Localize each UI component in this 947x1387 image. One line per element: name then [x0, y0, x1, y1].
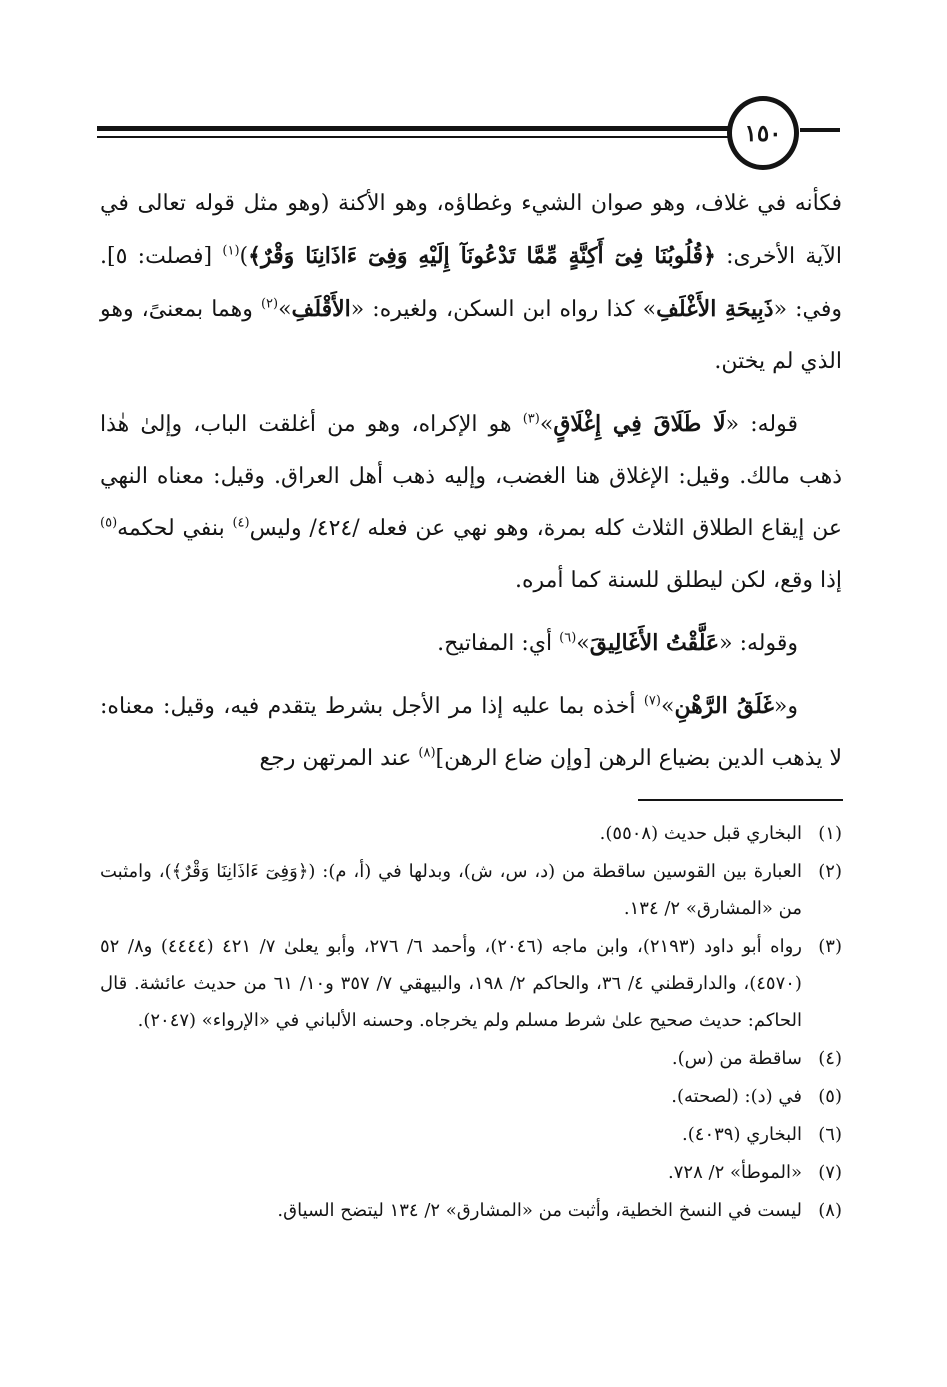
- text-run: وهما بمعنىً، وهو الذي لم يختن.: [100, 297, 842, 374]
- footnote-number: (٤): [818, 1048, 842, 1069]
- text-run: »: [278, 297, 292, 322]
- headword: الأَقْلَفِ: [291, 296, 351, 322]
- text-run: [فصلت: ٥]. وفي: «: [100, 244, 843, 322]
- headword: غَلَقُ الرَّهْنِ: [674, 693, 774, 719]
- header-rule-thin: [97, 136, 729, 138]
- footnote-ref: (٤): [232, 515, 250, 531]
- footnote-item: [100, 853, 842, 927]
- footnote-ref: (٥): [100, 515, 118, 531]
- footnote-ref: (٧): [643, 693, 661, 709]
- footnote-ref: (٦): [559, 630, 577, 646]
- footnote-text: رواه أبو داود (٢١٩٣)، وابن ماجه (٢٠٤٦)، وأحمد ٦/ ٢٧٦، وأبو يعلىٰ ٧/ ٤٢١ (٤٤٤٤) و٨/ ٥٢ (٤٥٧٠)، والدارقطني ٤/ ٣٦، والحاكم ٢/ ١٩٨، والبيهقي ٧/ ٣٥٧ و١٠/ ٦١ من حديث عائشة. قال الحاكم: حديث صحيح علىٰ شرط مسلم ولم يخرجاه. وحسنه الألباني في «الإرواء» (٢٠٤٧).: [100, 936, 802, 1031]
- footnote-ref: (٢): [260, 296, 279, 312]
- footnote-item: [100, 1078, 842, 1115]
- footnotes: [100, 815, 842, 1230]
- text-run: هو الإكراه، وهو من أغلقت الباب، وإلىٰ هٰذا ذهب مالك. وقيل: الإغلاق هنا الغضب، وإليه ذهب أهل العراق. وقيل: معناه النهي عن إيقاع الطلاق الثلاث كله بمرة، وهو نهي عن فعله /٤٢٤/ وليس: [100, 412, 843, 541]
- text-run: ): [239, 244, 249, 269]
- footnote-number: (٥): [818, 1086, 842, 1107]
- text-run: »: [660, 694, 675, 719]
- page-number: ١٥٠: [727, 96, 799, 170]
- headword: عَلَّقْتُ الأَغَالِيقَ: [589, 630, 720, 656]
- page-header: [0, 92, 947, 172]
- footnote-text: ساقطة من (س).: [671, 1048, 802, 1069]
- footnote-item: [100, 1192, 842, 1229]
- quran-quote: ﴿قُلُوبُنَا فِىٓ أَكِنَّةٍ مِّمَّا تَدْعُونَآ إِلَيْهِ وَفِىٓ ءَاذَانِنَا وَقْرٌ﴾: [248, 243, 716, 269]
- text-run: فكأنه في غلاف، وهو صوان الشيء وغطاؤه، وهو الأكنة (وهو مثل قوله تعالى في الآية الأخرى:: [100, 191, 843, 269]
- footnote-text: البخاري قبل حديث (٥٥٠٨).: [599, 823, 802, 844]
- footnote-ref: (١): [222, 243, 240, 259]
- footnote-item: [100, 928, 842, 1039]
- footnote-number: (١): [818, 823, 842, 844]
- footnote-number: (٨): [818, 1200, 842, 1221]
- footnote-item: [100, 1116, 842, 1153]
- main-text: [100, 178, 842, 795]
- footnote-item: [100, 1040, 842, 1077]
- footnote-ref: (٣): [522, 411, 540, 427]
- footnote-text: «الموطأ» ٢/ ٧٢٨.: [668, 1162, 802, 1183]
- footnote-text: في (د): (لصحته).: [671, 1086, 802, 1107]
- footnote-number: (٧): [818, 1162, 842, 1183]
- text-run: إذا وقع، لكن ليطلق للسنة كما أمره.: [514, 568, 842, 593]
- footnote-item: [100, 1154, 842, 1191]
- footnote-number: (٣): [818, 936, 842, 957]
- text-run: أي: المفاتيح.: [437, 631, 560, 656]
- paragraph-3: [100, 617, 842, 670]
- footnote-number: (٦): [818, 1124, 842, 1145]
- paragraph-4: [100, 680, 842, 785]
- text-run: عند المرتهن رجع: [259, 746, 419, 771]
- text-run: »: [576, 631, 590, 656]
- footnote-text: ليست في النسخ الخطية، وأثبت من «المشارق» ٢/ ١٣٤ ليتضح السياق.: [277, 1200, 802, 1221]
- header-rule-thick: [97, 126, 729, 131]
- header-rule-stub: [800, 128, 840, 132]
- paragraph-1: [100, 178, 842, 388]
- footnote-divider: [638, 799, 843, 801]
- footnote-text: البخاري (٤٠٣٩).: [682, 1124, 802, 1145]
- text-run: وقوله: «: [719, 631, 798, 656]
- footnote-item: [100, 815, 842, 852]
- paragraph-2: [100, 398, 842, 607]
- text-run: و«: [773, 694, 798, 719]
- text-run: »: [539, 412, 554, 437]
- text-run: قوله: «: [725, 412, 798, 437]
- headword: لَا طَلَاقَ فِي إِغْلَاقٍ: [553, 411, 726, 437]
- text-run: بنفي لحكمه: [117, 516, 233, 541]
- text-run: » كذا رواه ابن السكن، ولغيره: «: [350, 297, 657, 322]
- footnote-ref: (٨): [418, 745, 436, 761]
- footnote-number: (٢): [818, 861, 842, 882]
- text-run: أخذه بما عليه إذا مر الأجل بشرط يتقدم فيه، وقيل: معناه: لا يذهب الدين بضياع الرهن [وإن ضاع الرهن]: [100, 694, 842, 771]
- headword: ذَبِيحَةِ الأَغْلَفِ: [656, 296, 774, 322]
- footnote-text: العبارة بين القوسين ساقطة من (د، س، ش)، وبدلها في (أ، م): (﴿وَفِىٓ ءَاذَانِنَا وَقْرٌ﴾)، وامثبت من «المشارق» ٢/ ١٣٤.: [100, 861, 802, 919]
